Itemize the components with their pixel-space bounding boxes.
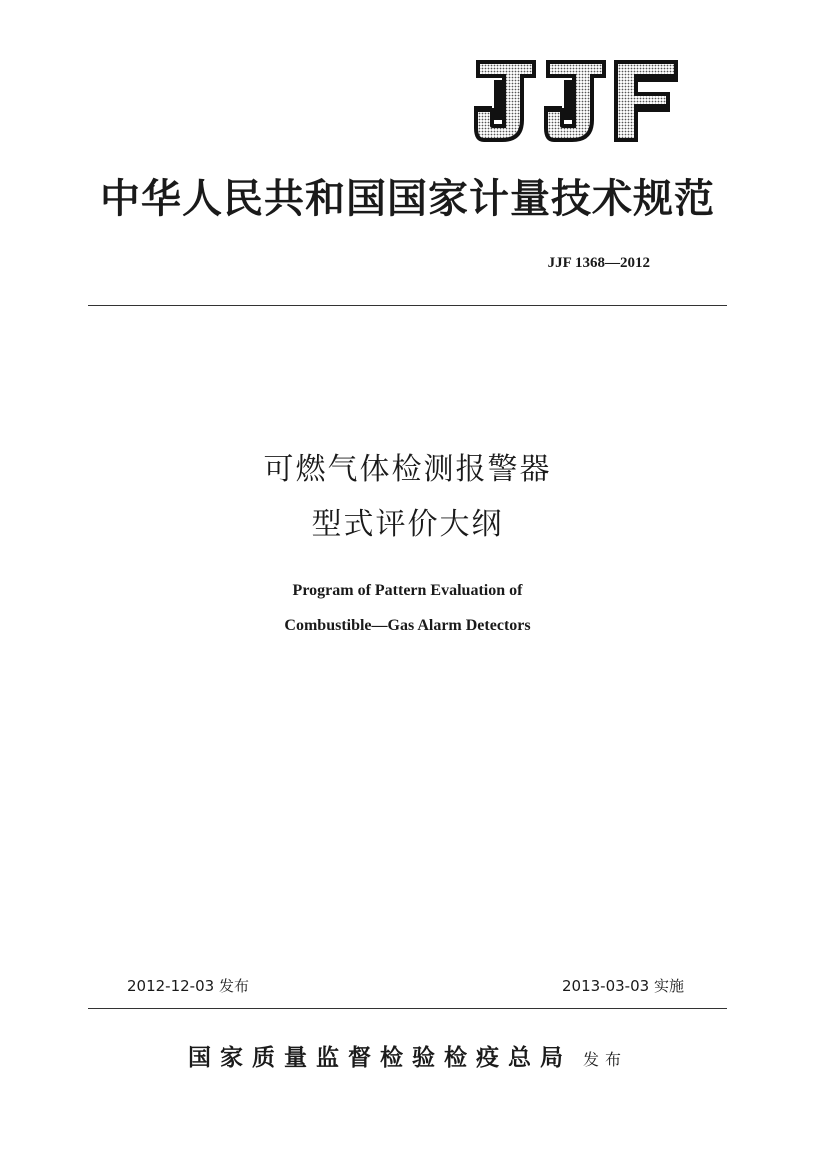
title-zh-line2: 型式评价大纲 xyxy=(311,507,504,542)
issue-date: 2012-12-03 发布 xyxy=(127,977,249,995)
standard-code: JJF 1368—2012 xyxy=(547,255,650,271)
title-zh-line1: 可燃气体检测报警器 xyxy=(263,452,552,487)
title-en-line2: Combustible—Gas Alarm Detectors xyxy=(284,617,531,634)
logo-letter-j2 xyxy=(544,60,606,142)
logo-letter-f xyxy=(614,60,678,142)
standard-authority-title: 中华人民共和国国家计量技术规范 xyxy=(100,175,715,222)
bottom-divider xyxy=(88,1008,727,1009)
issuer-organization: 国家质量监督检验检疫总局 xyxy=(187,1044,572,1071)
jjf-logo xyxy=(472,58,680,144)
title-en-line1: Program of Pattern Evaluation of xyxy=(292,582,523,599)
logo-letter-j1 xyxy=(474,60,536,142)
logo-text: JJF xyxy=(575,142,577,143)
issuer-action: 发布 xyxy=(583,1050,628,1069)
issuer-line xyxy=(0,1038,815,1078)
top-divider xyxy=(88,305,727,306)
implementation-date: 2013-03-03 实施 xyxy=(562,977,684,995)
